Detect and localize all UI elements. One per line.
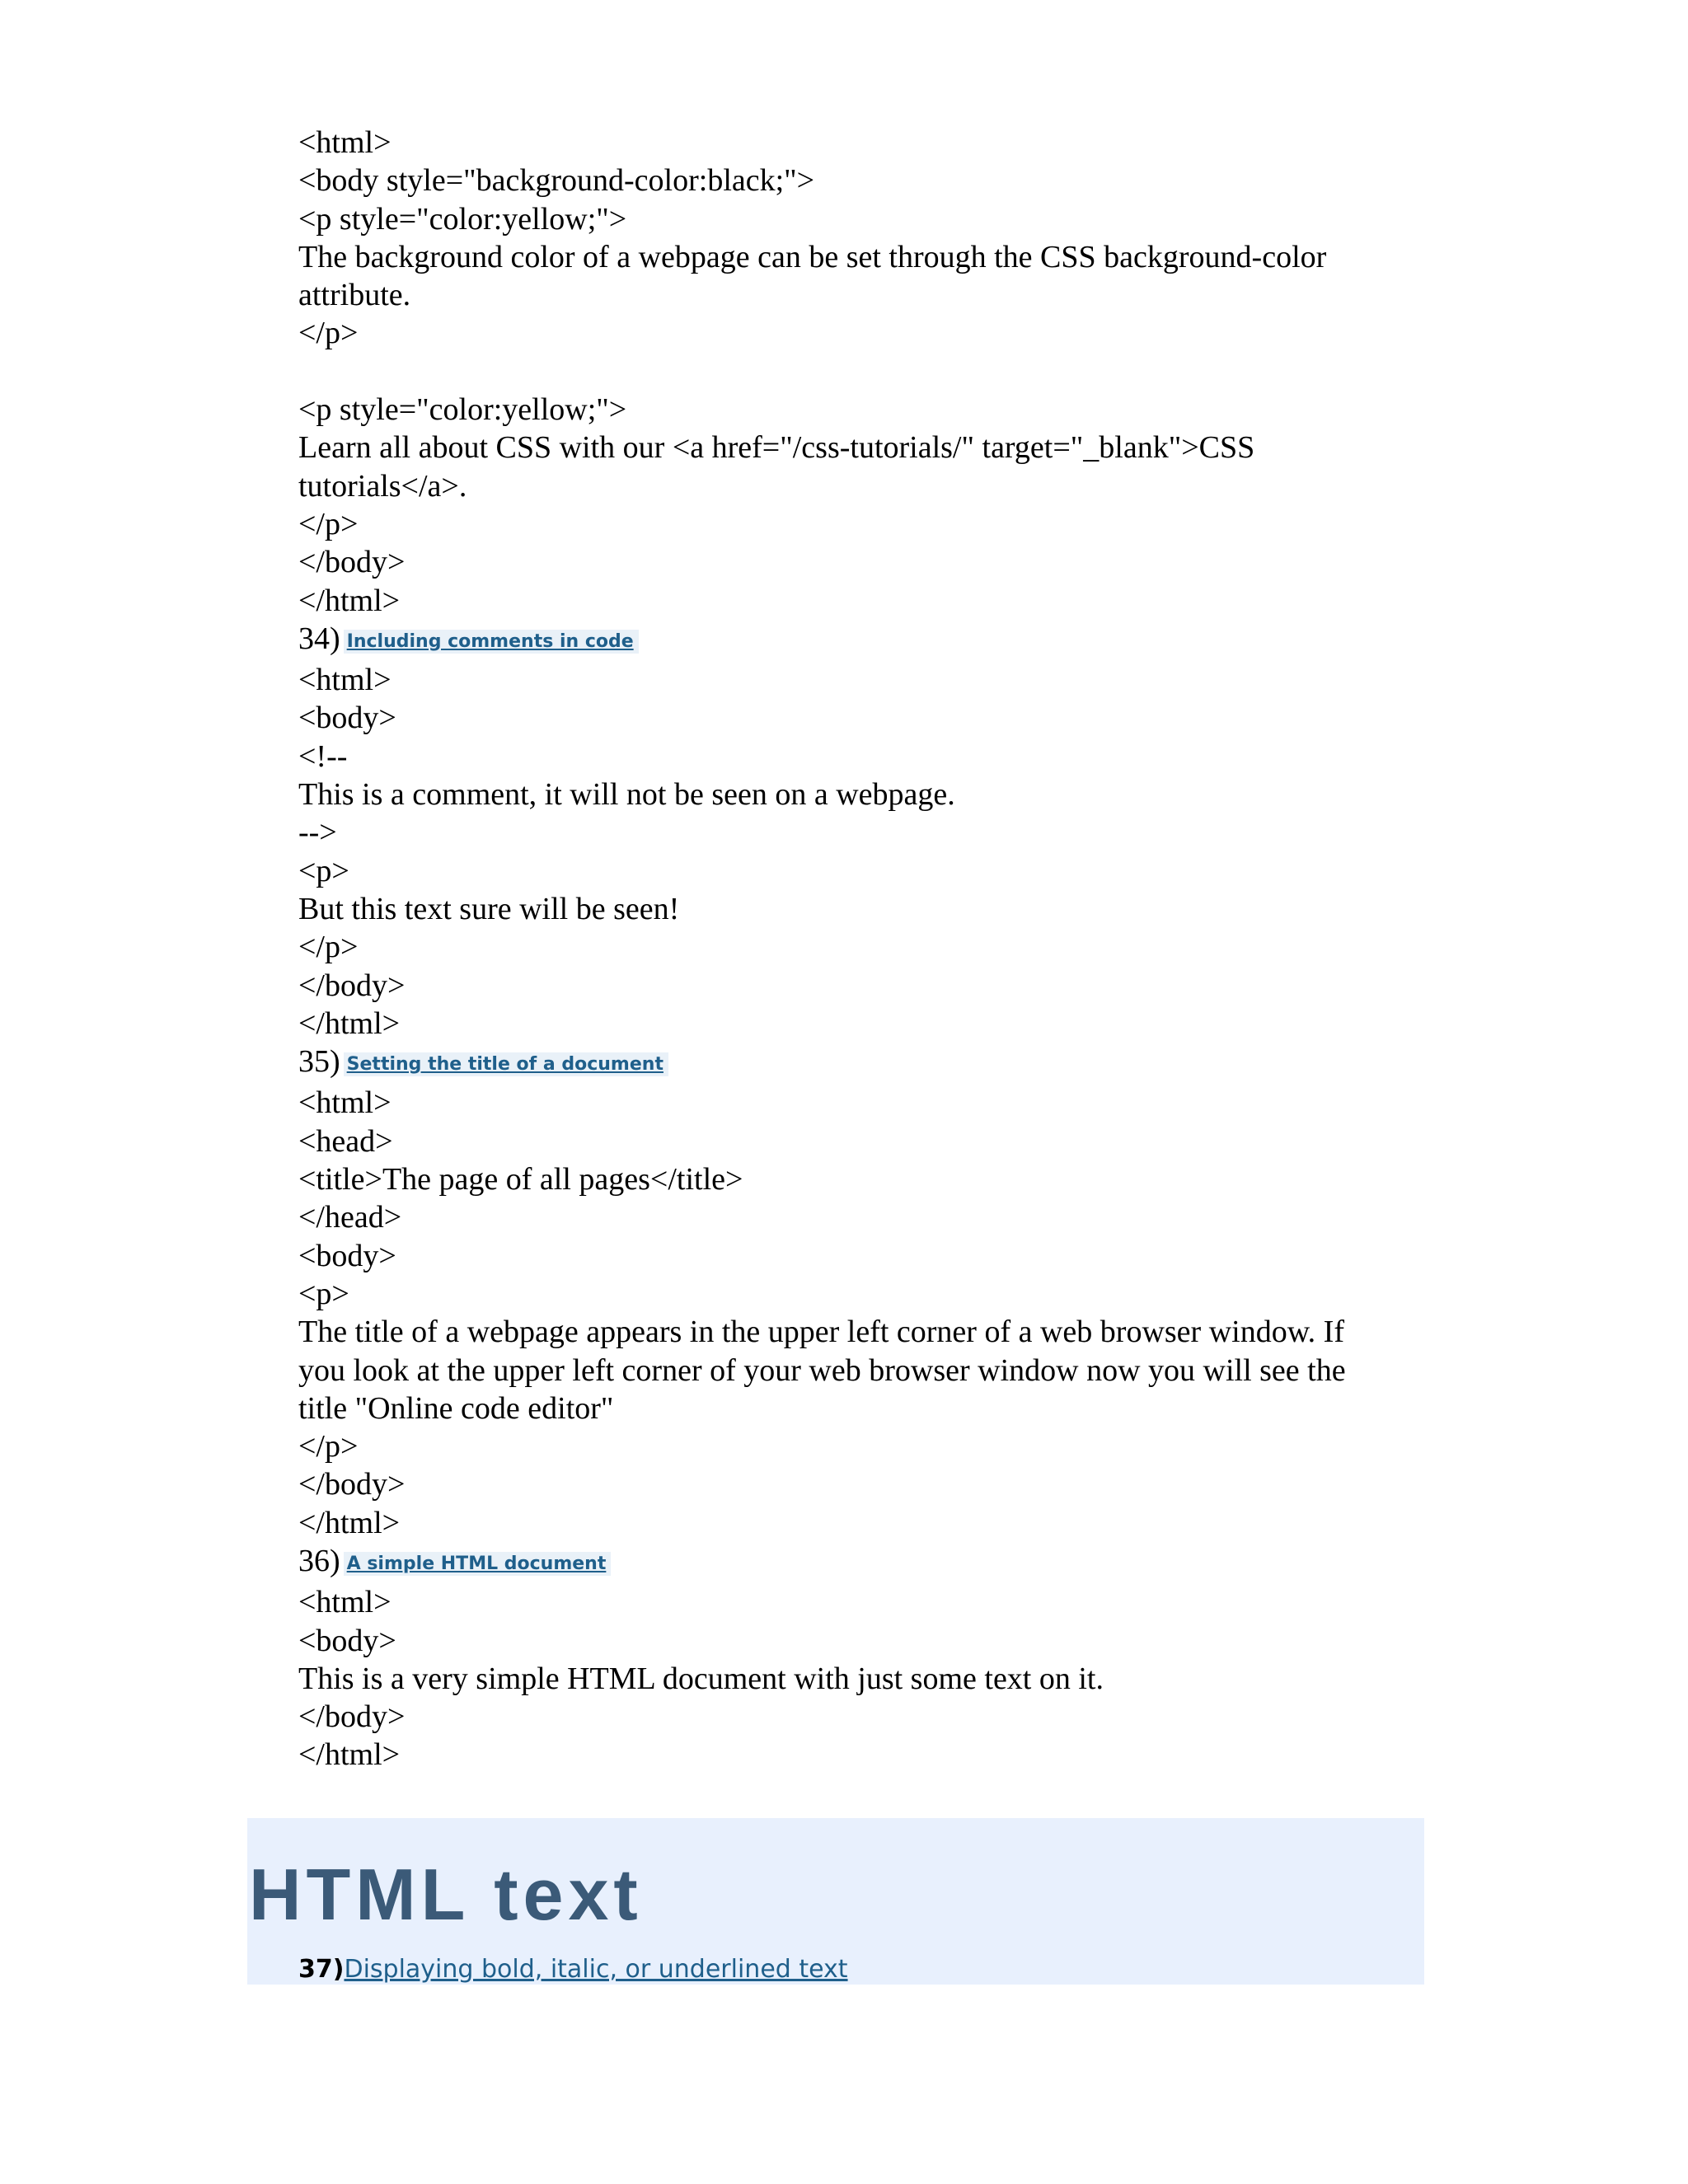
section-title: HTML text <box>249 1854 643 1935</box>
code-line: <html> <box>298 663 392 698</box>
code-line: </html> <box>298 583 401 618</box>
code-line: This is a very simple HTML document with just some text on it. <box>298 1661 1104 1696</box>
code-line: </body> <box>298 545 406 580</box>
example-link-setting-title[interactable]: Setting the title of a document <box>344 1052 668 1076</box>
code-line: --> <box>298 815 337 851</box>
code-line: </html> <box>298 1737 401 1773</box>
code-line: <head> <box>298 1123 393 1159</box>
code-line: </p> <box>298 506 359 541</box>
section-item-link[interactable]: Displaying bold, italic, or underlined text <box>344 1955 848 1984</box>
code-line: <title>The page of all pages</title> <box>298 1162 743 1197</box>
code-line: tutorials</a>. <box>298 468 467 504</box>
code-line: <p> <box>298 853 349 888</box>
code-line: attribute. <box>298 278 411 313</box>
example-heading-36 <box>298 1542 1428 1583</box>
code-line: <p style="color:yellow;"> <box>298 201 627 237</box>
example-heading-34 <box>298 620 1428 661</box>
code-line: <body> <box>298 701 396 736</box>
code-line: <html> <box>298 1085 392 1121</box>
section-item-37 <box>298 1953 848 1986</box>
code-line: </head> <box>298 1200 402 1235</box>
code-line: The background color of a webpage can be set through the CSS background-color <box>298 239 1327 274</box>
code-line: This is a comment, it will not be seen on a webpage. <box>298 777 955 813</box>
code-line: </body> <box>298 1699 406 1735</box>
code-line: you look at the upper left corner of your web browser window now you will see the <box>298 1352 1346 1388</box>
example-link-simple-document[interactable]: A simple HTML document <box>344 1552 612 1576</box>
section-item-number: 37) <box>298 1955 345 1984</box>
code-line: title "Online code editor" <box>298 1390 614 1426</box>
code-line: <body> <box>298 1623 396 1658</box>
example-number: 34) <box>298 621 340 656</box>
code-line: But this text sure will be seen! <box>298 891 680 926</box>
example-number: 35) <box>298 1044 340 1080</box>
code-line: <html> <box>298 1585 392 1620</box>
code-line: </p> <box>298 316 359 351</box>
code-line: <html> <box>298 125 392 160</box>
code-line: </p> <box>298 1429 359 1465</box>
example-number: 36) <box>298 1543 340 1578</box>
code-line: </p> <box>298 930 359 965</box>
code-line: </html> <box>298 1505 401 1540</box>
code-line: The title of a webpage appears in the upper left corner of a web browser window. If <box>298 1315 1344 1350</box>
code-line: <p> <box>298 1276 349 1311</box>
code-line: <p style="color:yellow;"> <box>298 392 627 428</box>
code-line: <body style="background-color:black;"> <box>298 163 815 199</box>
example-link-including-comments[interactable]: Including comments in code <box>344 630 639 654</box>
code-examples <box>298 124 1428 1774</box>
code-line: Learn all about CSS with our <a href="/css-tutorials/" target="_blank">CSS <box>298 430 1255 466</box>
blank-line <box>298 353 1428 391</box>
code-line: <!-- <box>298 738 348 774</box>
code-line: <body> <box>298 1238 396 1273</box>
example-heading-35 <box>298 1043 1428 1084</box>
code-line: </html> <box>298 1005 401 1041</box>
code-line: </body> <box>298 968 406 1003</box>
code-line: </body> <box>298 1467 406 1502</box>
